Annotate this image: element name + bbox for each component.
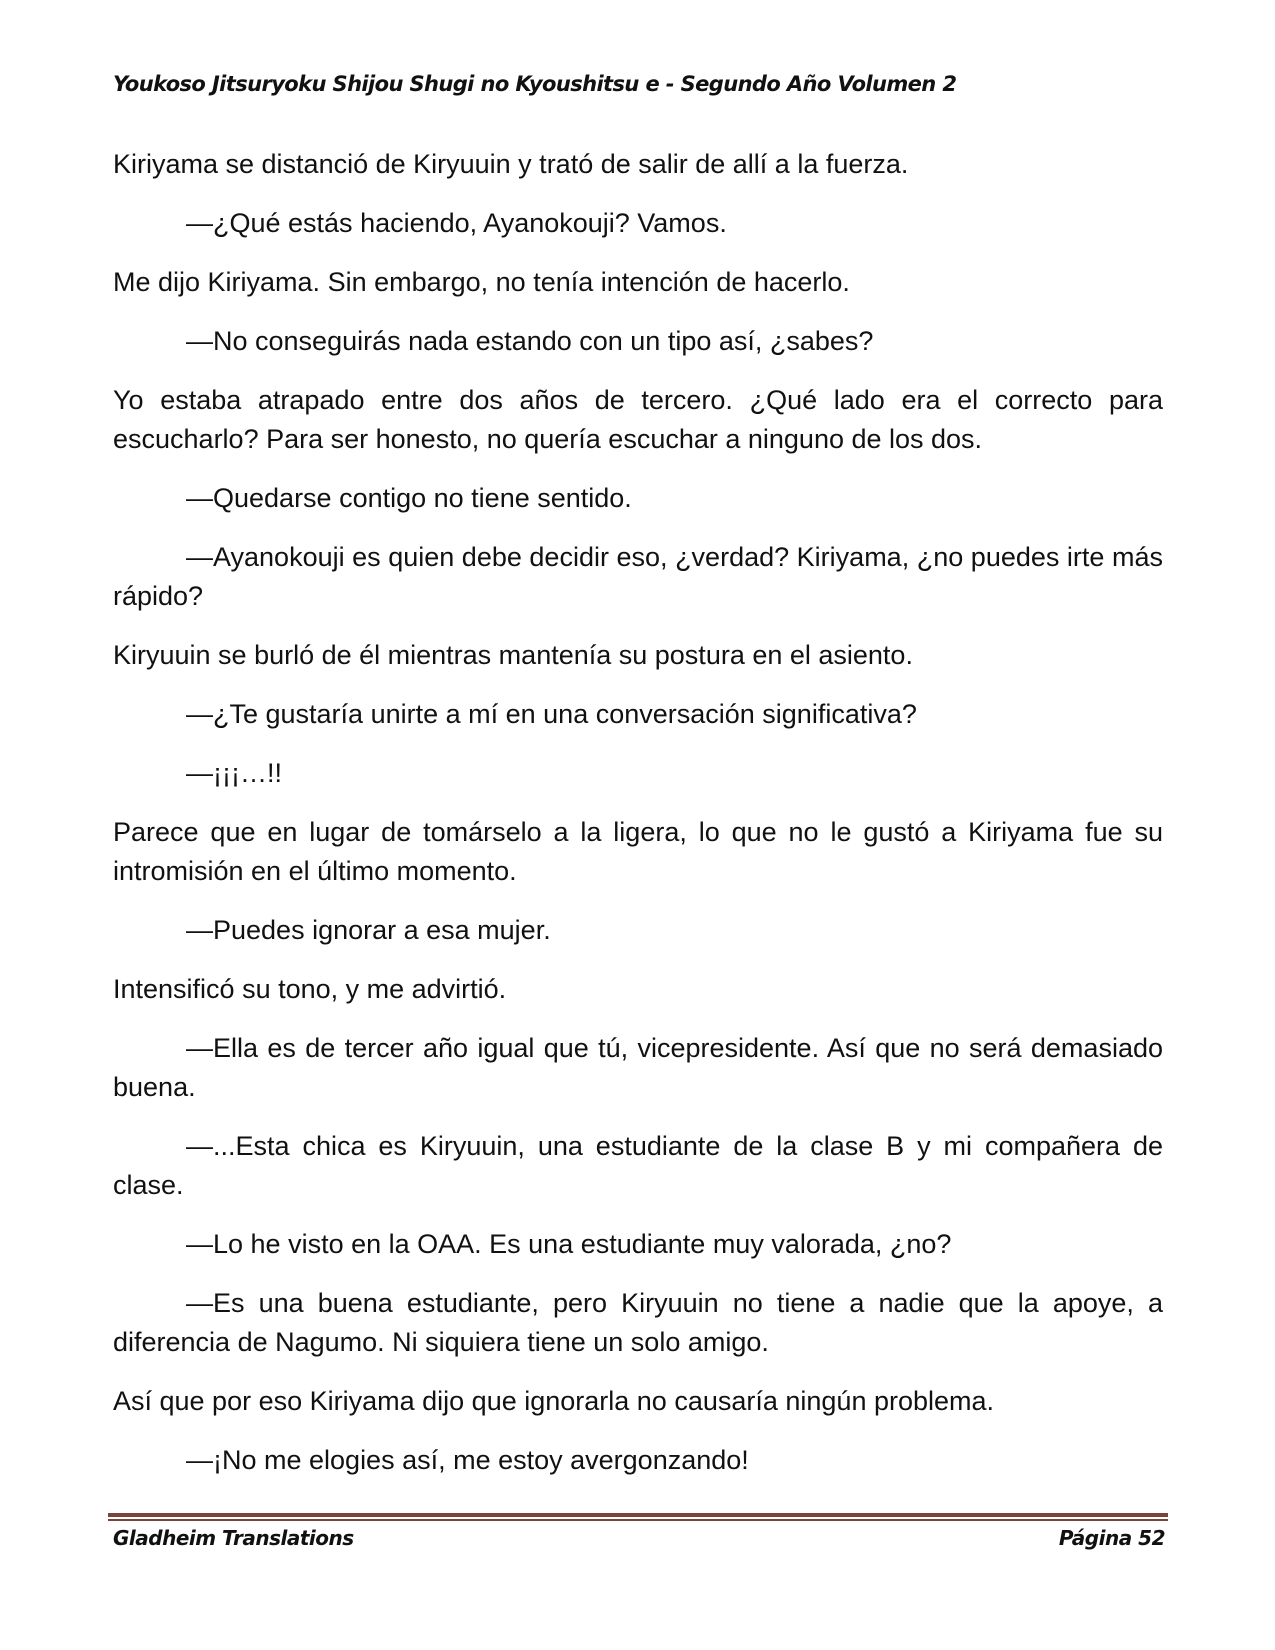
paragraph: Así que por eso Kiriyama dijo que ignorarla no causaría ningún problema. (113, 1386, 995, 1416)
paragraph: —No conseguirás nada estando con un tipo así, ¿sabes? (186, 326, 874, 356)
paragraph: —Ella es de tercer año igual que tú, vicepresidente. Así que no será demasiado buena. (113, 1033, 1163, 1102)
paragraph: —Lo he visto en la OAA. Es una estudiante muy valorada, ¿no? (186, 1229, 952, 1259)
footer-translator-credit: Gladheim Translations (113, 1526, 354, 1550)
paragraph: Kiriyama se distanció de Kiryuuin y trató de salir de allí a la fuerza. (113, 149, 909, 179)
paragraph: —¡No me elogies así, me estoy avergonzando! (186, 1445, 749, 1475)
paragraph: Intensificó su tono, y me advirtió. (113, 974, 507, 1004)
paragraph: —...Esta chica es Kiryuuin, una estudiante de la clase B y mi compañera de clase. (113, 1131, 1163, 1200)
paragraph: —Es una buena estudiante, pero Kiryuuin no tiene a nadie que la apoye, a diferencia de Nagumo. Ni siquiera tiene un solo amigo. (113, 1288, 1163, 1357)
paragraph: Parece que en lugar de tomárselo a la ligera, lo que no le gustó a Kiriyama fue su intromisión en el último momento. (113, 817, 1163, 886)
page-body (113, 145, 1163, 1500)
paragraph: —¿Te gustaría unirte a mí en una conversación significativa? (186, 699, 917, 729)
paragraph: Me dijo Kiriyama. Sin embargo, no tenía intención de hacerlo. (113, 267, 850, 297)
footer-divider (108, 1513, 1168, 1523)
page-header-title: Youkoso Jitsuryoku Shijou Shugi no Kyoushitsu e - Segundo Año Volumen 2 (113, 72, 957, 96)
paragraph: —¿Qué estás haciendo, Ayanokouji? Vamos. (186, 208, 727, 238)
paragraph: —Puedes ignorar a esa mujer. (186, 915, 551, 945)
paragraph: —Quedarse contigo no tiene sentido. (186, 483, 632, 513)
footer-divider-thin-line (108, 1519, 1168, 1521)
paragraph: —Ayanokouji es quien debe decidir eso, ¿verdad? Kiriyama, ¿no puedes irte más rápido? (113, 542, 1163, 611)
footer-page-number: Página 52 (1058, 1526, 1165, 1550)
paragraph: —¡¡¡…!! (186, 758, 282, 788)
paragraph: Kiryuuin se burló de él mientras mantenía su postura en el asiento. (113, 640, 913, 670)
paragraph: Yo estaba atrapado entre dos años de tercero. ¿Qué lado era el correcto para escucharlo? Para ser honesto, no quería escuchar a ninguno de los dos. (113, 385, 1163, 454)
